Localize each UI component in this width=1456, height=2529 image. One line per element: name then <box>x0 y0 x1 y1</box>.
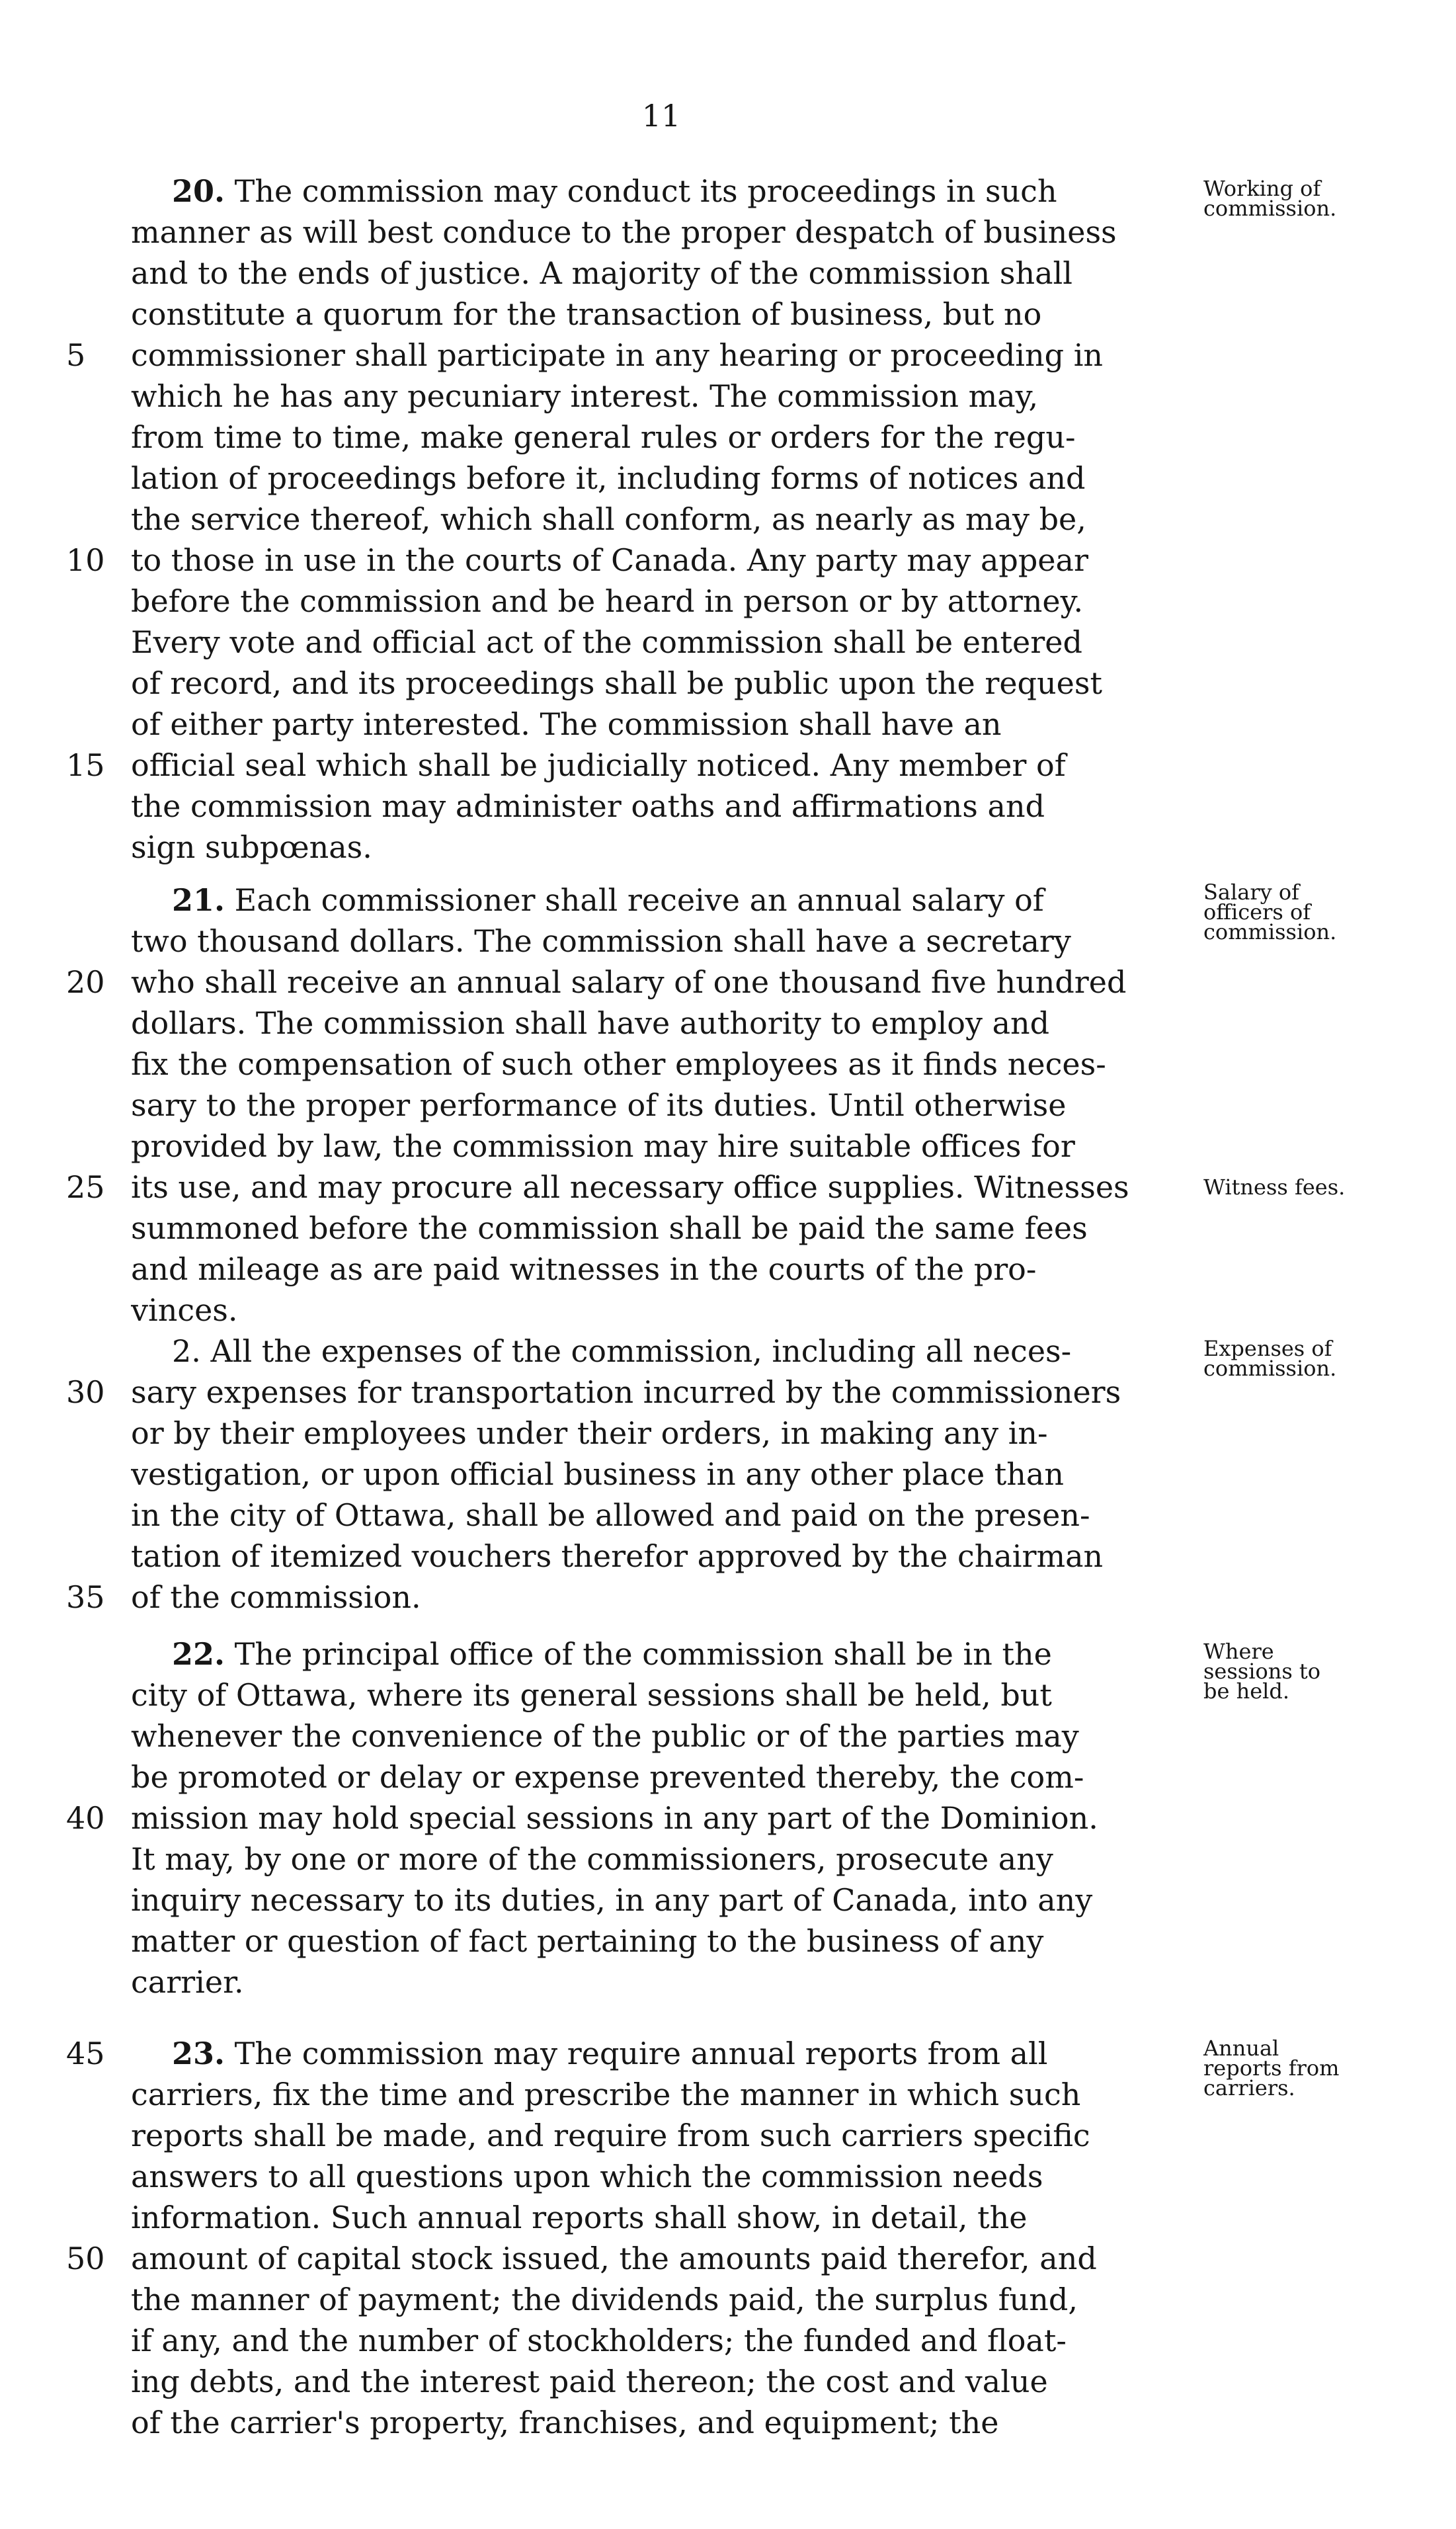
line-text: sary expenses for transportation incurred by the commissioners <box>131 1374 1121 1410</box>
line-text: The commission may conduct its proceedings in such <box>234 173 1057 209</box>
line-text: and to the ends of justice. A majority of the commission shall <box>131 255 1072 291</box>
line-text: tation of itemized vouchers therefor approved by the chairman <box>131 1538 1104 1574</box>
text-line <box>0 1495 1456 1536</box>
line-text: which he has any pecuniary interest. The commission may, <box>131 378 1039 414</box>
line-text: of either party interested. The commission shall have an <box>131 706 1002 742</box>
line-text: manner as will best conduce to the proper despatch of business <box>131 214 1117 250</box>
line-text: The commission may require annual reports from all <box>234 2036 1048 2071</box>
line-text: provided by law, the commission may hire suitable offices for <box>131 1128 1075 1164</box>
line-text: the service thereof, which shall conform, as nearly as may be, <box>131 501 1086 537</box>
line-text: mission may hold special sessions in any part of the Dominion. <box>131 1800 1098 1836</box>
text-line <box>0 1208 1456 1249</box>
text-line <box>0 417 1456 458</box>
text-line <box>0 2361 1456 2402</box>
text-line <box>0 2197 1456 2238</box>
text-line <box>0 376 1456 417</box>
line-number: 35 <box>66 1579 105 1615</box>
margin-note: Working of commission. <box>1203 176 1337 221</box>
text-line <box>0 171 1456 212</box>
text-line <box>0 294 1456 335</box>
margin-note: Annual reports from carriers. <box>1203 2036 1340 2100</box>
text-line <box>0 1839 1456 1880</box>
line-text: and mileage as are paid witnesses in the courts of the pro- <box>131 1251 1037 1287</box>
line-text: The principal office of the commission shall be in the <box>234 1636 1052 1672</box>
text-line <box>0 663 1456 704</box>
line-text: its use, and may procure all necessary office supplies. Witnesses <box>131 1169 1129 1205</box>
line-text: matter or question of fact pertaining to the business of any <box>131 1923 1044 1959</box>
text-line <box>0 1126 1456 1167</box>
line-number: 40 <box>66 1800 105 1836</box>
text-line <box>0 1249 1456 1290</box>
line-text: carrier. <box>131 1964 244 2000</box>
text-line <box>0 1454 1456 1495</box>
line-text: or by their employees under their orders, in making any in- <box>131 1415 1048 1451</box>
text-line <box>0 1413 1456 1454</box>
line-text: reports shall be made, and require from such carriers specific <box>131 2118 1090 2153</box>
text-line <box>0 827 1456 868</box>
section-number: 21. <box>172 882 225 918</box>
text-line <box>0 458 1456 499</box>
text-line <box>0 1167 1456 1208</box>
line-text: official seal which shall be judicially noticed. Any member of <box>131 747 1066 783</box>
line-text: the commission may administer oaths and affirmations and <box>131 788 1045 824</box>
line-text: the manner of payment; the dividends paid, the surplus fund, <box>131 2282 1078 2317</box>
line-text: from time to time, make general rules or orders for the regu- <box>131 419 1076 455</box>
line-number: 5 <box>66 337 86 373</box>
text-line <box>0 1085 1456 1126</box>
line-text: answers to all questions upon which the commission needs <box>131 2159 1043 2194</box>
text-line <box>0 2074 1456 2115</box>
text-line <box>0 335 1456 376</box>
line-text: ing debts, and the interest paid thereon; the cost and value <box>131 2364 1048 2399</box>
line-text: sary to the proper performance of its duties. Until otherwise <box>131 1087 1067 1123</box>
line-text: two thousand dollars. The commission shall have a secretary <box>131 923 1071 959</box>
line-text: before the commission and be heard in person or by attorney. <box>131 583 1084 619</box>
margin-note: Expenses of commission. <box>1203 1336 1337 1381</box>
margin-note: Salary of officers of commission. <box>1203 880 1337 944</box>
line-text: of the commission. <box>131 1579 421 1615</box>
margin-note: Witness fees. <box>1203 1175 1346 1200</box>
line-text: carriers, fix the time and prescribe the manner in which such <box>131 2077 1081 2112</box>
text-line <box>0 1716 1456 1757</box>
line-text: vinces. <box>131 1292 238 1328</box>
text-line <box>0 540 1456 581</box>
text-line <box>0 2238 1456 2279</box>
text-line <box>0 2156 1456 2197</box>
line-text: fix the compensation of such other employees as it finds neces- <box>131 1046 1106 1082</box>
line-text: 2. All the expenses of the commission, including all neces- <box>172 1333 1072 1369</box>
text-line <box>0 1880 1456 1921</box>
text-line <box>0 622 1456 663</box>
line-text: if any, and the number of stockholders; the funded and float- <box>131 2323 1067 2358</box>
text-line <box>0 1536 1456 1577</box>
text-line <box>0 1921 1456 1962</box>
page-number: 11 <box>641 98 681 134</box>
line-number: 15 <box>66 747 105 783</box>
line-text: information. Such annual reports shall show, in detail, the <box>131 2200 1028 2235</box>
text-line <box>0 1331 1456 1372</box>
text-line <box>0 1798 1456 1839</box>
line-text: Each commissioner shall receive an annual salary of <box>234 882 1044 918</box>
line-number: 30 <box>66 1374 105 1410</box>
text-line <box>0 1675 1456 1716</box>
line-text: be promoted or delay or expense prevented thereby, the com- <box>131 1759 1084 1795</box>
text-line <box>0 1372 1456 1413</box>
line-text: summoned before the commission shall be paid the same fees <box>131 1210 1088 1246</box>
text-line <box>0 880 1456 921</box>
line-text: of record, and its proceedings shall be public upon the request <box>131 665 1102 701</box>
text-line <box>0 499 1456 540</box>
text-line <box>0 1962 1456 2003</box>
text-line <box>0 745 1456 786</box>
text-line <box>0 962 1456 1003</box>
line-text: Every vote and official act of the commission shall be entered <box>131 624 1082 660</box>
line-text: vestigation, or upon official business in any other place than <box>131 1456 1064 1492</box>
text-line <box>0 2320 1456 2361</box>
line-number: 45 <box>66 2036 105 2071</box>
text-line <box>0 2033 1456 2074</box>
text-line <box>0 921 1456 962</box>
text-line <box>0 2115 1456 2156</box>
line-number: 10 <box>66 542 105 578</box>
text-line <box>0 1634 1456 1675</box>
text-line <box>0 253 1456 294</box>
line-text: lation of proceedings before it, including forms of notices and <box>131 460 1086 496</box>
text-line <box>0 704 1456 745</box>
line-text: who shall receive an annual salary of one thousand five hundred <box>131 964 1127 1000</box>
line-text: constitute a quorum for the transaction of business, but no <box>131 296 1042 332</box>
line-text: city of Ottawa, where its general sessions shall be held, but <box>131 1677 1052 1713</box>
text-line <box>0 212 1456 253</box>
line-text: dollars. The commission shall have authority to employ and <box>131 1005 1050 1041</box>
text-line <box>0 2402 1456 2443</box>
line-text: amount of capital stock issued, the amounts paid therefor, and <box>131 2241 1097 2276</box>
line-text: sign subpœnas. <box>131 829 372 865</box>
line-text: commissioner shall participate in any hearing or proceeding in <box>131 337 1104 373</box>
text-line <box>0 2279 1456 2320</box>
section-number: 23. <box>172 2036 225 2071</box>
text-line <box>0 581 1456 622</box>
section-number: 20. <box>172 173 225 209</box>
line-text: of the carrier's property, franchises, and equipment; the <box>131 2405 999 2440</box>
margin-note: Where sessions to be held. <box>1203 1639 1321 1704</box>
line-number: 25 <box>66 1169 105 1205</box>
line-text: in the city of Ottawa, shall be allowed and paid on the presen- <box>131 1497 1090 1533</box>
section-number: 22. <box>172 1636 225 1672</box>
line-number: 50 <box>66 2241 105 2276</box>
text-line <box>0 1757 1456 1798</box>
text-line <box>0 1290 1456 1331</box>
text-line <box>0 1044 1456 1085</box>
line-text: inquiry necessary to its duties, in any part of Canada, into any <box>131 1882 1093 1918</box>
line-number: 20 <box>66 964 105 1000</box>
text-line <box>0 786 1456 827</box>
line-text: It may, by one or more of the commissioners, prosecute any <box>131 1841 1053 1877</box>
text-line <box>0 1003 1456 1044</box>
line-text: to those in use in the courts of Canada. Any party may appear <box>131 542 1088 578</box>
line-text: whenever the convenience of the public or of the parties may <box>131 1718 1079 1754</box>
text-line <box>0 1577 1456 1618</box>
